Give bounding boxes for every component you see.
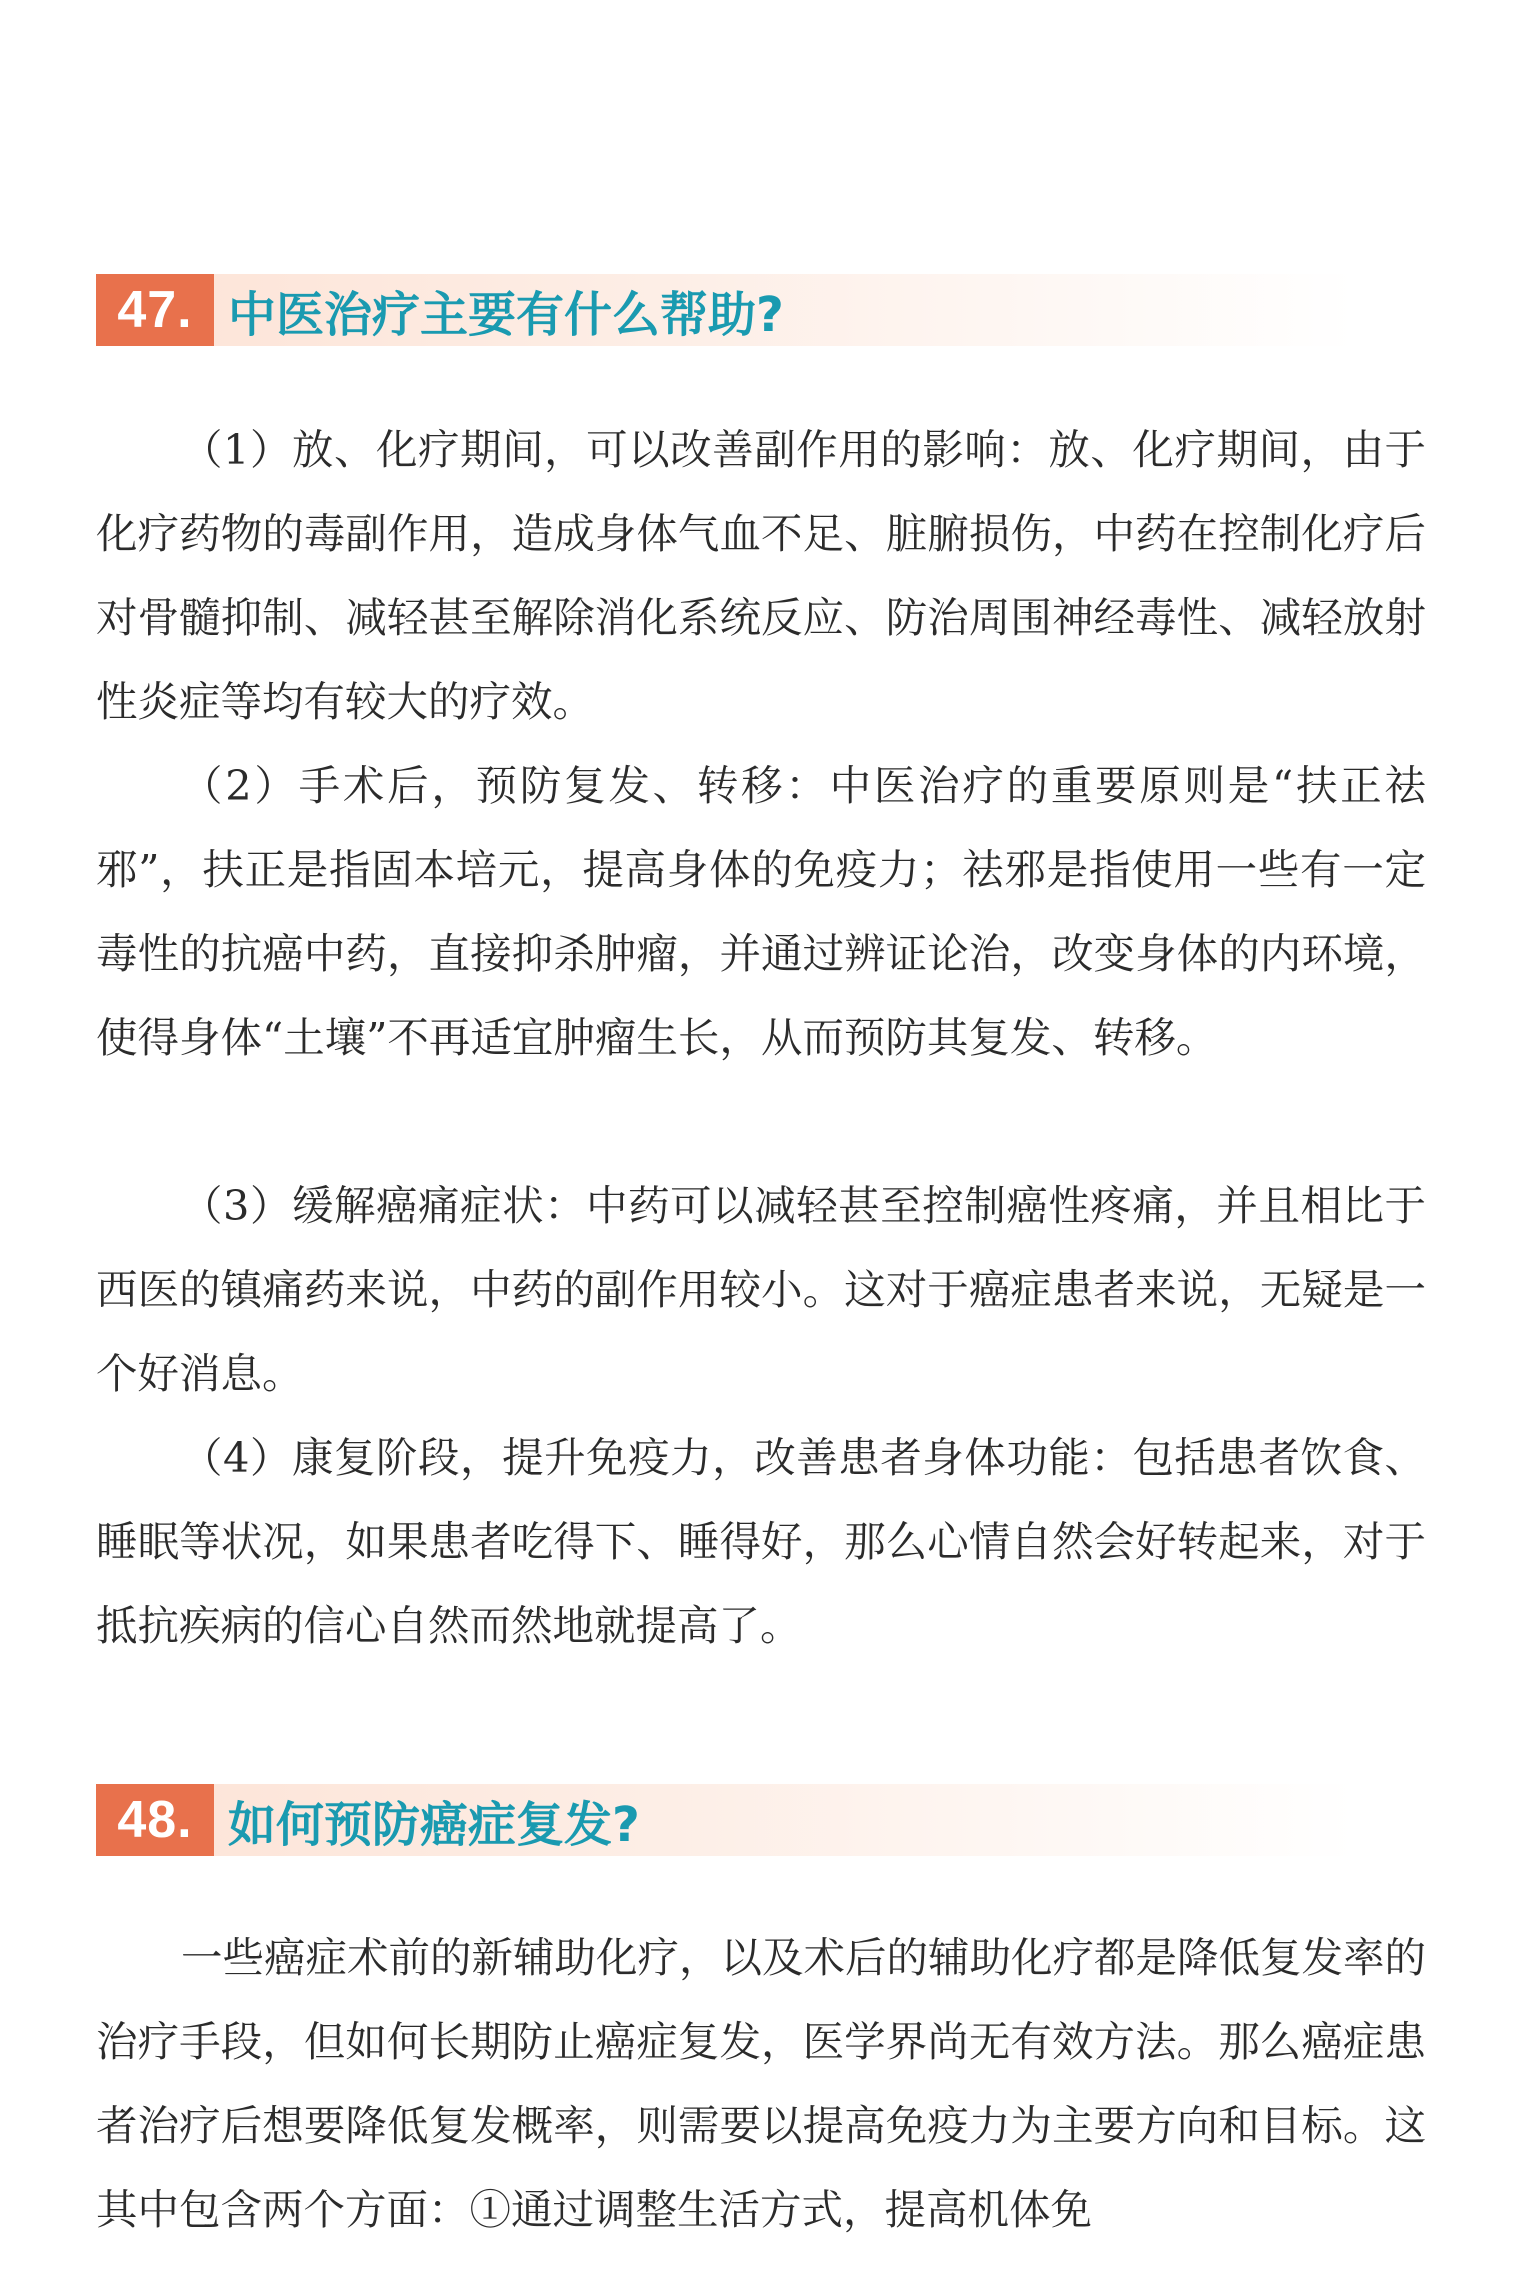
section-title: 中医治疗主要有什么帮助? [228, 286, 784, 343]
paragraph-2: （2）手术后，预防复发、转移：中医治疗的重要原则是“扶正祛邪”，扶正是指固本培元，提高身体的免疫力；祛邪是指使用一些有一定毒性的抗癌中药，直接抑杀肿瘤，并通过辨证论治，改变身体的内环境，使得身体“土壤”不再适宜肿瘤生长，从而预防其复发、转移。 [96, 761, 1426, 1062]
section-number-badge: 48. [96, 1784, 214, 1856]
paragraph-4: （4）康复阶段，提升免疫力，改善患者身体功能：包括患者饮食、睡眠等状况，如果患者吃得下、睡得好，那么心情自然会好转起来，对于抵抗疾病的信心自然而然地就提高了。 [96, 1433, 1426, 1650]
section-header-47 [96, 274, 1356, 346]
paragraph-intro: 一些癌症术前的新辅助化疗，以及术后的辅助化疗都是降低复发率的治疗手段，但如何长期防止癌症复发，医学界尚无有效方法。那么癌症患者治疗后想要降低复发概率，则需要以提高免疫力为主要方向和目标。这其中包含两个方面：①通过调整生活方式，提高机体免 [96, 1933, 1427, 2234]
section-header-48 [96, 1784, 1356, 1856]
section-title: 如何预防癌症复发? [228, 1796, 640, 1853]
section-number-badge: 47. [96, 274, 214, 346]
paragraph-1: （1）放、化疗期间，可以改善副作用的影响：放、化疗期间，由于化疗药物的毒副作用，造成身体气血不足、脏腑损伤，中药在控制化疗后对骨髓抑制、减轻甚至解除消化系统反应、防治周围神经毒性、减轻放射性炎症等均有较大的疗效。 [96, 425, 1426, 726]
paragraph-3: （3）缓解癌痛症状：中药可以减轻甚至控制癌性疼痛，并且相比于西医的镇痛药来说，中药的副作用较小。这对于癌症患者来说，无疑是一个好消息。 [96, 1181, 1426, 1398]
